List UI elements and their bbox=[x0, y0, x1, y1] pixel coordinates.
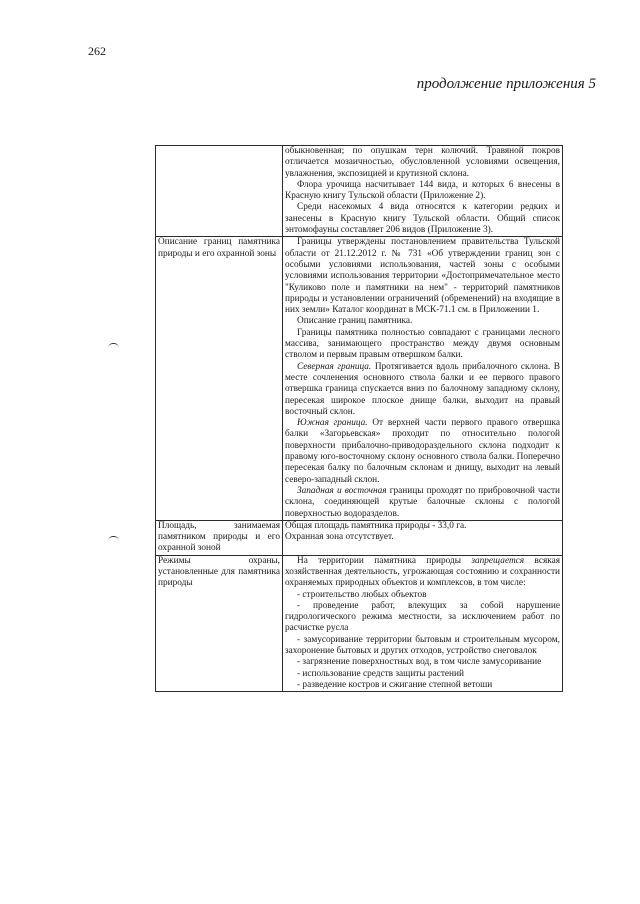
list-item: - загрязнение поверхностных вод, в том числе замусоривание bbox=[297, 657, 542, 668]
row-label bbox=[156, 146, 283, 237]
paragraph: Среди насекомых 4 вида относятся к категории редких и занесены в Красную книгу Тульской области. Общий список энтомофауны составляет 206 видов (Приложение 3). bbox=[285, 202, 560, 236]
appendix-table bbox=[155, 145, 563, 692]
list-item: - строительство любых объектов bbox=[297, 589, 427, 600]
row-label: Режимы охраны, установленные для памятника природы bbox=[156, 555, 283, 692]
paragraph: Флора урочища насчитывает 144 вида, и которых 6 внесены в Красную книгу Тульской области (Приложение 2). bbox=[285, 179, 560, 202]
table-row bbox=[156, 237, 563, 520]
paragraph: Общая площадь памятника природы - 33,0 га. bbox=[285, 520, 467, 531]
row-label: Площадь, занимаемая памятником природы и его охранной зоной bbox=[156, 520, 283, 555]
west-east-boundary-text: границы проходят по прибровочной части склона, соединяющей крутые балочные склоны с пологой поверхностью водоразделов. bbox=[285, 485, 560, 519]
prohibited-emphasis: запрещается bbox=[471, 555, 525, 566]
table-row bbox=[156, 555, 563, 692]
paragraph bbox=[285, 556, 560, 590]
margin-mark bbox=[108, 536, 119, 541]
west-east-boundary-label: Западная и восточная bbox=[297, 485, 387, 496]
paragraph: обыкновенная; по опушкам терн колючий. Травяной покров отличается мозаичностью, обусловленной условиями освещения, увлажнения, экспозицией и крутизной склона. bbox=[285, 146, 560, 179]
margin-mark bbox=[108, 343, 119, 348]
appendix-caption: продолжение приложения 5 bbox=[416, 76, 596, 92]
south-boundary-text: От верхней части первого правого отвершка балки «Загорьевская» проходит по относительно пологой поверхности прибалочно-приводораздельного склона подходит к правому юго-восточному склону основного ствола балки. Поперечно пересекая балку по балочным склонам и днищу, выходит на левый северо-западный склон. bbox=[285, 418, 560, 485]
paragraph bbox=[285, 486, 560, 520]
list-item: - замусоривание территории бытовым и строительным мусором, захоронение бытовых и других отходов, устройство снеговалок bbox=[285, 634, 560, 657]
north-boundary-text: Протягивается вдоль прибалочного склона. В месте сочленения основного ствола балки и ее первого правого отвершка граница спускается вниз по балочному западному склону, пересекая широкое плоское днище балки, выходит на правый восточный склон. bbox=[285, 361, 561, 417]
regime-intro: На территории памятника природы bbox=[297, 555, 472, 566]
paragraph: Границы утверждены постановлением правительства Тульской области от 21.12.2012 г. № 731 «Об утверждении границ зон с особыми условиями использования, частей зоны с особыми условиями использования территории «Достопримечательное место "Куликово поле и памятники на нем" - территорий памятников природы и установлении ограничений (обременений) на входящие в них земли» Каталог координат в МСК-71.1 см. в Приложении 1. bbox=[285, 237, 560, 316]
table-row bbox=[156, 146, 563, 237]
row-label: Описание границ памятника природы и его охранной зоны bbox=[156, 237, 283, 520]
page-number: 262 bbox=[88, 44, 106, 58]
flora-fauna-description bbox=[283, 146, 563, 237]
list-item: - использование средств защиты растений bbox=[297, 668, 464, 679]
paragraph: Описание границ памятника. bbox=[297, 316, 413, 327]
paragraph bbox=[285, 418, 560, 486]
regime-intro-rest: всякая хозяйственная деятельность, угрожающая состоянию и сохранности охраняемых природных объектов и комплексов, в том числе: bbox=[285, 555, 560, 589]
list-item: - проведение работ, влекущих за собой нарушение гидрологического режима местности, за исключением работ по расчистке русла bbox=[285, 600, 560, 634]
paragraph: Охранная зона отсутствует. bbox=[285, 532, 394, 543]
north-boundary-label: Северная граница. bbox=[297, 361, 372, 372]
table-row bbox=[156, 520, 563, 555]
list-item: - разведение костров и сжигание степной ветоши bbox=[297, 679, 493, 690]
south-boundary-label: Южная граница. bbox=[297, 418, 368, 429]
protection-regime-description bbox=[283, 555, 563, 692]
paragraph bbox=[285, 362, 560, 418]
boundaries-description bbox=[283, 237, 563, 520]
paragraph: Границы памятника полностью совпадают с границами лесного массива, занимающего пространство между двумя основным стволом и первым правым отвершком балки. bbox=[285, 327, 560, 361]
area-description bbox=[283, 520, 563, 555]
